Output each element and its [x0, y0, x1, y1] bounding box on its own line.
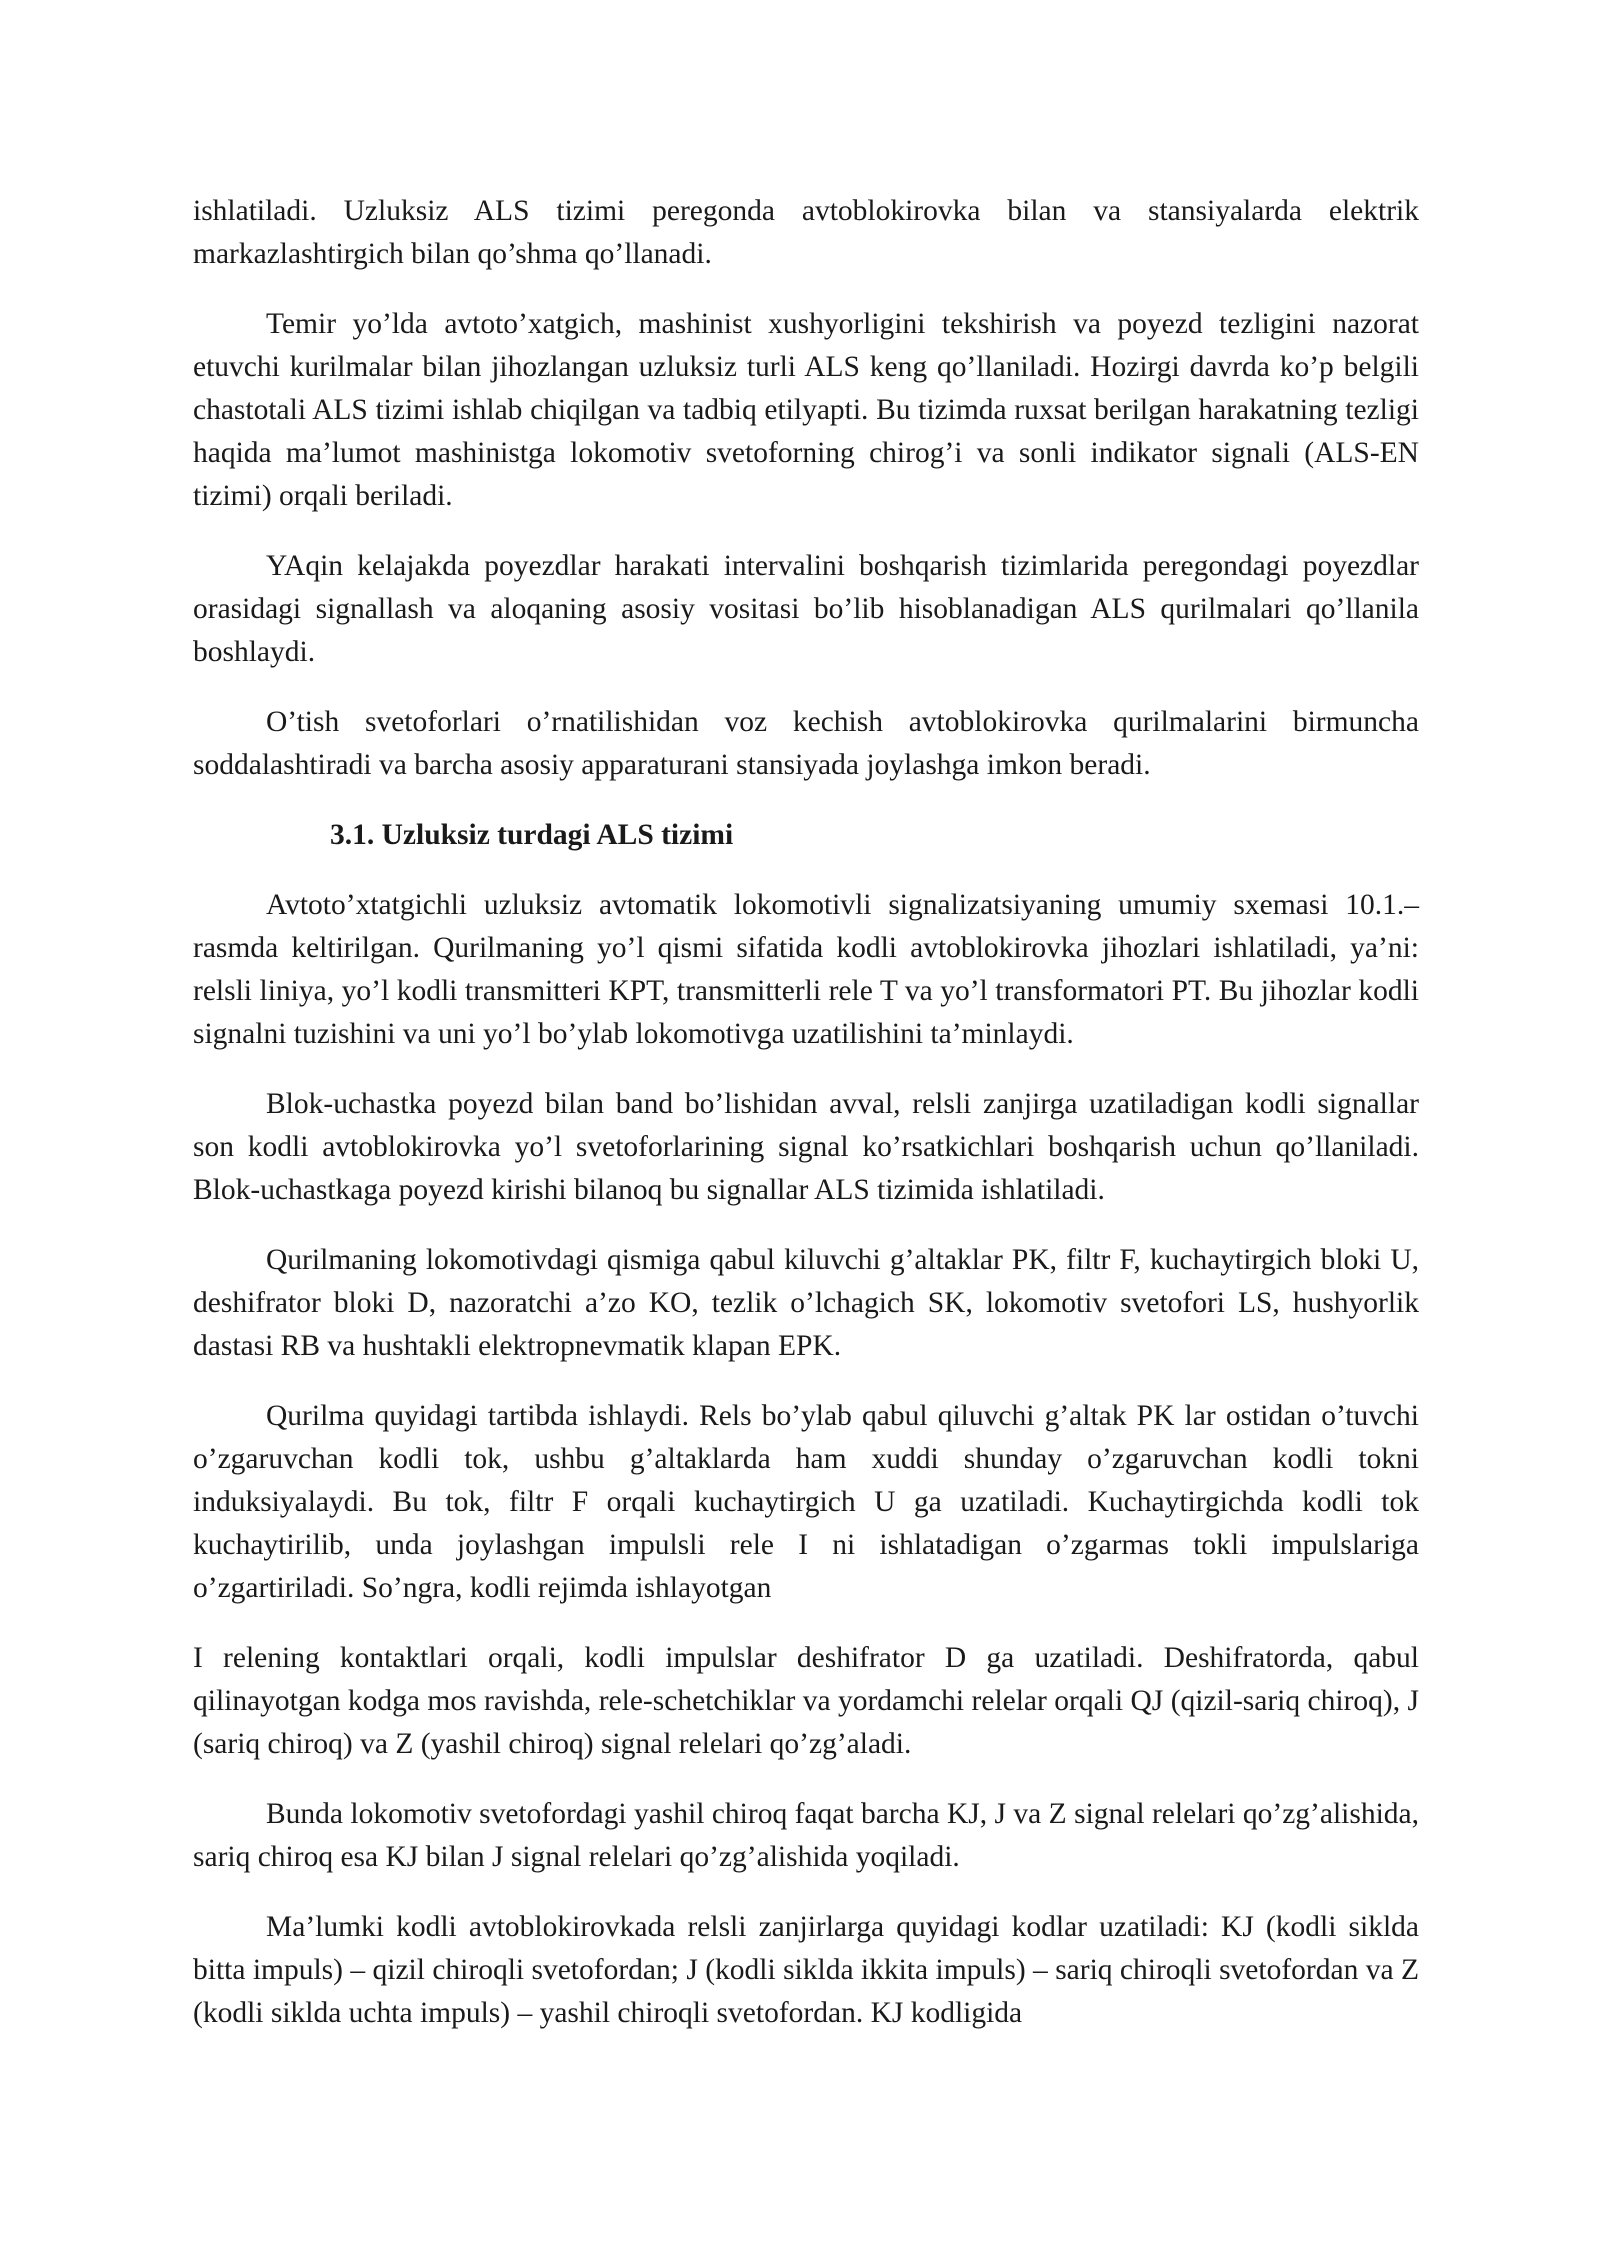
document-page — [193, 190, 1419, 2062]
paragraph-1: ishlatiladi. Uzluksiz ALS tizimi peregonda avtoblokirovka bilan va stansiyalarda elektrik markazlashtirgich bilan qo’shma qo’llanadi. — [193, 195, 1419, 270]
paragraph-11: Ma’lumki kodli avtoblokirovkada relsli zanjirlarga quyidagi kodlar uzatiladi: KJ (kodli siklda bitta impuls) – qizil chiroqli svetofordan; J (kodli siklda ikkita impuls) – sariq chiroqli svetofordan va Z (kodli siklda uchta impuls) – yashil chiroqli svetofordan. KJ kodligida — [193, 1911, 1419, 2029]
paragraph-5: Avtoto’xtatgichli uzluksiz avtomatik lokomotivli signalizatsiyaning umumiy sxemasi 10.1.–rasmda keltirilgan. Qurilmaning yo’l qismi sifatida kodli avtoblokirovka jihozlari ishlatiladi, ya’ni: relsli liniya, yo’l kodli transmitteri KPT, transmitterli rele T va yo’l transformatori PT. Bu jihozlar kodli signalni tuzishini va uni yo’l bo’ylab lokomotivga uzatilishini ta’minlaydi. — [193, 889, 1419, 1050]
paragraph-2: Temir yo’lda avtoto’xatgich, mashinist xushyorligini tekshirish va poyezd tezligini nazorat etuvchi kurilmalar bilan jihozlangan uzluksiz turli ALS keng qo’llaniladi. Hozirgi davrda ko’p belgili chastotali ALS tizimi ishlab chiqilgan va tadbiq etilyapti. Bu tizimda ruxsat berilgan harakatning tezligi haqida ma’lumot mashinistga lokomotiv svetoforning chirog’i va sonli indikator signali (ALS-EN tizimi) orqali beriladi. — [193, 308, 1419, 512]
paragraph-8: Qurilma quyidagi tartibda ishlaydi. Rels bo’ylab qabul qiluvchi g’altak PK lar ostidan o’tuvchi o’zgaruvchan kodli tok, ushbu g’altaklarda ham xuddi shunday o’zgaruvchan kodli tokni induksiyalaydi. Bu tok, filtr F orqali kuchaytirgich U ga uzatiladi. Kuchaytirgichda kodli tok kuchaytirilib, unda joylashgan impulsli rele I ni ishlatadigan o’zgarmas tokli impulslariga o’zgartiriladi. So’ngra, kodli rejimda ishlayotgan — [193, 1400, 1419, 1604]
paragraph-6: Blok-uchastka poyezd bilan band bo’lishidan avval, relsli zanjirga uzatiladigan kodli signallar son kodli avtoblokirovka yo’l svetoforlarining signal ko’rsatkichlari boshqarish uchun qo’llaniladi. Blok-uchastkaga poyezd kirishi bilanoq bu signallar ALS tizimida ishlatiladi. — [193, 1088, 1419, 1206]
section-heading: 3.1. Uzluksiz turdagi ALS tizimi — [330, 819, 734, 851]
paragraph-3: YAqin kelajakda poyezdlar harakati intervalini boshqarish tizimlarida peregondagi poyezdlar orasidagi signallash va aloqaning asosiy vositasi bo’lib hisoblanadigan ALS qurilmalari qo’llanila boshlaydi. — [193, 550, 1419, 668]
paragraph-7: Qurilmaning lokomotivdagi qismiga qabul kiluvchi g’altaklar PK, filtr F, kuchaytirgich bloki U, deshifrator bloki D, nazoratchi a’zo KO, tezlik o’lchagich SK, lokomotiv svetofori LS, hushyorlik dastasi RB va hushtakli elektropnevmatik klapan EPK. — [193, 1244, 1419, 1362]
paragraph-10: Bunda lokomotiv svetofordagi yashil chiroq faqat barcha KJ, J va Z signal relelari qo’zg’alishida, sariq chiroq esa KJ bilan J signal relelari qo’zg’alishida yoqiladi. — [193, 1798, 1419, 1873]
paragraph-4: O’tish svetoforlari o’rnatilishidan voz kechish avtoblokirovka qurilmalarini birmuncha soddalashtiradi va barcha asosiy apparaturani stansiyada joylashga imkon beradi. — [193, 706, 1419, 781]
paragraph-9: I relening kontaktlari orqali, kodli impulslar deshifrator D ga uzatiladi. Deshifratorda, qabul qilinayotgan kodga mos ravishda, rele-schetchiklar va yordamchi relelar orqali QJ (qizil-sariq chiroq), J (sariq chiroq) va Z (yashil chiroq) signal relelari qo’zg’aladi. — [193, 1642, 1419, 1760]
